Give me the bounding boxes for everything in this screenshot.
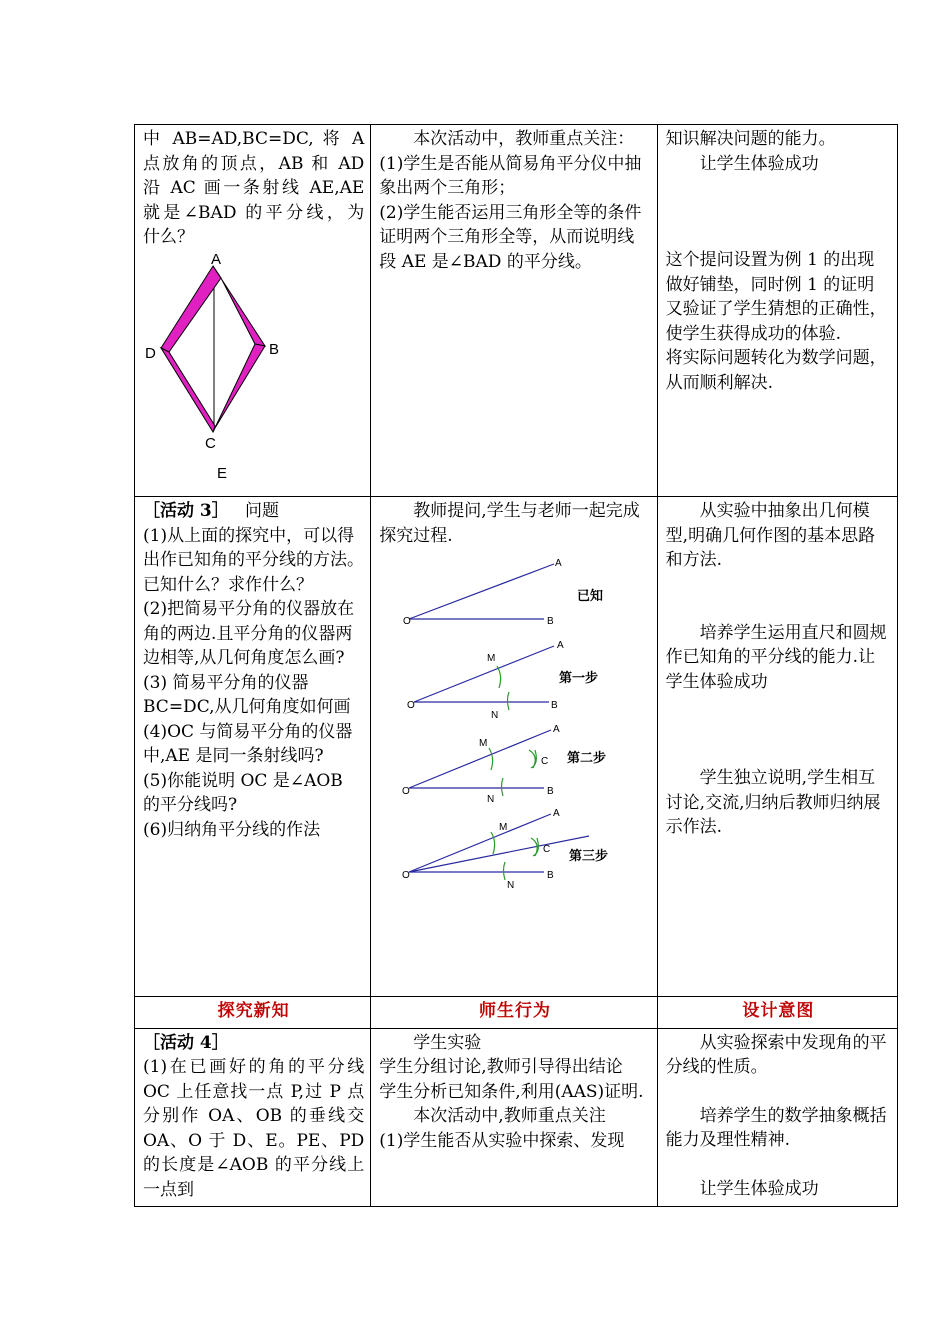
point-b: B: [547, 870, 554, 881]
point-m: M: [479, 738, 488, 749]
question-item: (4)OC 与简易平分角的仪器中,AE 是同一条射线吗?: [143, 721, 353, 766]
activity-title: ［活动 3］: [143, 501, 229, 521]
table-header-row: [135, 997, 898, 1029]
point-n: N: [491, 710, 499, 721]
header-design-intent: 设计意图: [657, 997, 897, 1029]
point-n: N: [487, 794, 495, 805]
lesson-table: [134, 124, 898, 1207]
point-b: B: [551, 700, 558, 711]
text-line: 沿 AC 画一条射线 AE,AE: [143, 178, 365, 198]
text-para: 这个提问设置为例 1 的出现做好铺垫，同时例 1 的证明又验证了学生猜想的正确性，使学生获得成功的体验.: [665, 250, 887, 344]
text-para: 让学生体验成功: [699, 153, 819, 174]
activity-title: ［活动 4］: [143, 1032, 229, 1053]
header-exploration: 探究新知: [135, 997, 371, 1029]
cell-design-intent: [657, 497, 897, 997]
table-row: [135, 125, 898, 497]
step-label: 第三步: [569, 848, 609, 863]
point-o: O: [403, 616, 412, 627]
question-item: (2)把简易平分角的仪器放在角的两边.且平分角的仪器两边相等,从几何角度怎么画?: [143, 599, 355, 668]
point-c: C: [543, 844, 551, 855]
text-para: 知识解决问题的能力。: [665, 129, 836, 149]
text-para: 从实验探索中发现角的平分线的性质。: [665, 1032, 887, 1077]
text-line: 就是∠BAD 的平分线，为: [143, 202, 365, 223]
step-label: 已知: [577, 588, 604, 603]
cell-design-intent: [657, 125, 897, 497]
question-item: (3) 简易平分角的仪器 BC=DC,从几何角度如何画: [143, 672, 351, 717]
question-item: (1)从上面的探究中，可以得出作已知角的平分线的方法。已知什么？求作什么？: [143, 525, 364, 595]
activity-subtitle: 问题: [244, 501, 279, 521]
kite-diagram: [143, 250, 293, 482]
point-b: B: [547, 616, 554, 627]
text-para: (1)学生是否能从简易角平分仪中抽象出两个三角形；: [379, 153, 642, 198]
text-para: 本次活动中,教师重点关注: [413, 1106, 606, 1126]
point-a: A: [557, 640, 564, 651]
text-para: 培养学生运用直尺和圆规作已知角的平分线的能力.让学生体验成功: [665, 622, 887, 692]
point-a: A: [553, 724, 560, 735]
cell-teacher-student: [371, 125, 657, 497]
cell-teacher-student: [371, 497, 657, 997]
table-row: [135, 497, 898, 997]
point-a: A: [553, 808, 560, 819]
text-line: 中 AB=AD,BC=DC, 将 A: [143, 129, 365, 149]
point-b: B: [547, 786, 554, 797]
text-para: 从实验中抽象出几何模型,明确几何作图的基本思路和方法.: [665, 501, 876, 570]
cell-design-intent: [657, 1028, 897, 1207]
question-item: (5)你能说明 OC 是∠AOB 的平分线吗?: [143, 770, 343, 815]
point-m: M: [487, 653, 496, 664]
text-line: 点放角的顶点，AB 和 AD: [143, 153, 365, 174]
point-c: C: [541, 756, 549, 767]
point-o: O: [402, 786, 411, 797]
text-para: 让学生体验成功: [699, 1178, 819, 1199]
text-para: 学生实验: [413, 1032, 482, 1053]
table-row: [135, 1028, 898, 1207]
point-n: N: [507, 880, 515, 891]
point-o: O: [407, 700, 416, 711]
step-label: 第一步: [559, 670, 599, 685]
header-teacher-student: 师生行为: [371, 997, 657, 1029]
text-para: 教师提问,学生与老师一起完成探究过程.: [379, 501, 640, 546]
vertex-label-c: C: [205, 434, 216, 452]
cell-exploration: [135, 125, 371, 497]
step-label: 第二步: [567, 750, 607, 765]
cell-teacher-student: [371, 1028, 657, 1207]
text-para: 学生分析已知条件,利用(AAS)证明.: [379, 1081, 644, 1102]
cell-exploration: [135, 1028, 371, 1207]
construction-steps-diagram: [379, 554, 649, 924]
text-para: (1)学生能否从实验中探索、发现: [379, 1130, 625, 1151]
point-m: M: [499, 822, 508, 833]
vertex-label-a: A: [211, 250, 222, 268]
point-a: A: [555, 558, 562, 569]
text-para: 学生分组讨论,教师引导得出结论: [379, 1057, 623, 1077]
vertex-label-e: E: [217, 464, 228, 482]
cell-exploration: [135, 497, 371, 997]
vertex-label-d: D: [145, 344, 156, 362]
question-item: (6)归纳角平分线的作法: [143, 819, 321, 840]
text-para: 将实际问题转化为数学问题，从而顺利解决.: [665, 348, 887, 393]
point-o: O: [402, 870, 411, 881]
text-para: 培养学生的数学抽象概括能力及理性精神.: [665, 1105, 887, 1150]
text-line: 什么？: [143, 227, 194, 247]
vertex-label-b: B: [269, 340, 280, 358]
text-para: 学生独立说明,学生相互讨论,交流,归纳后教师归纳展示作法.: [665, 768, 881, 837]
text-para: (1)在已画好的角的平分线 OC 上任意找一点 P,过 P 点分别作 OA、OB 的垂线交 OA、O 于 D、E。PE、PD 的长度是∠AOB 的平分线上一点到: [143, 1057, 365, 1200]
text-para: 本次活动中，教师重点关注：: [413, 129, 635, 149]
text-para: (2)学生能否运用三角形全等的条件证明两个三角形全等，从而说明线段 AE 是∠BAD 的平分线。: [379, 202, 642, 272]
